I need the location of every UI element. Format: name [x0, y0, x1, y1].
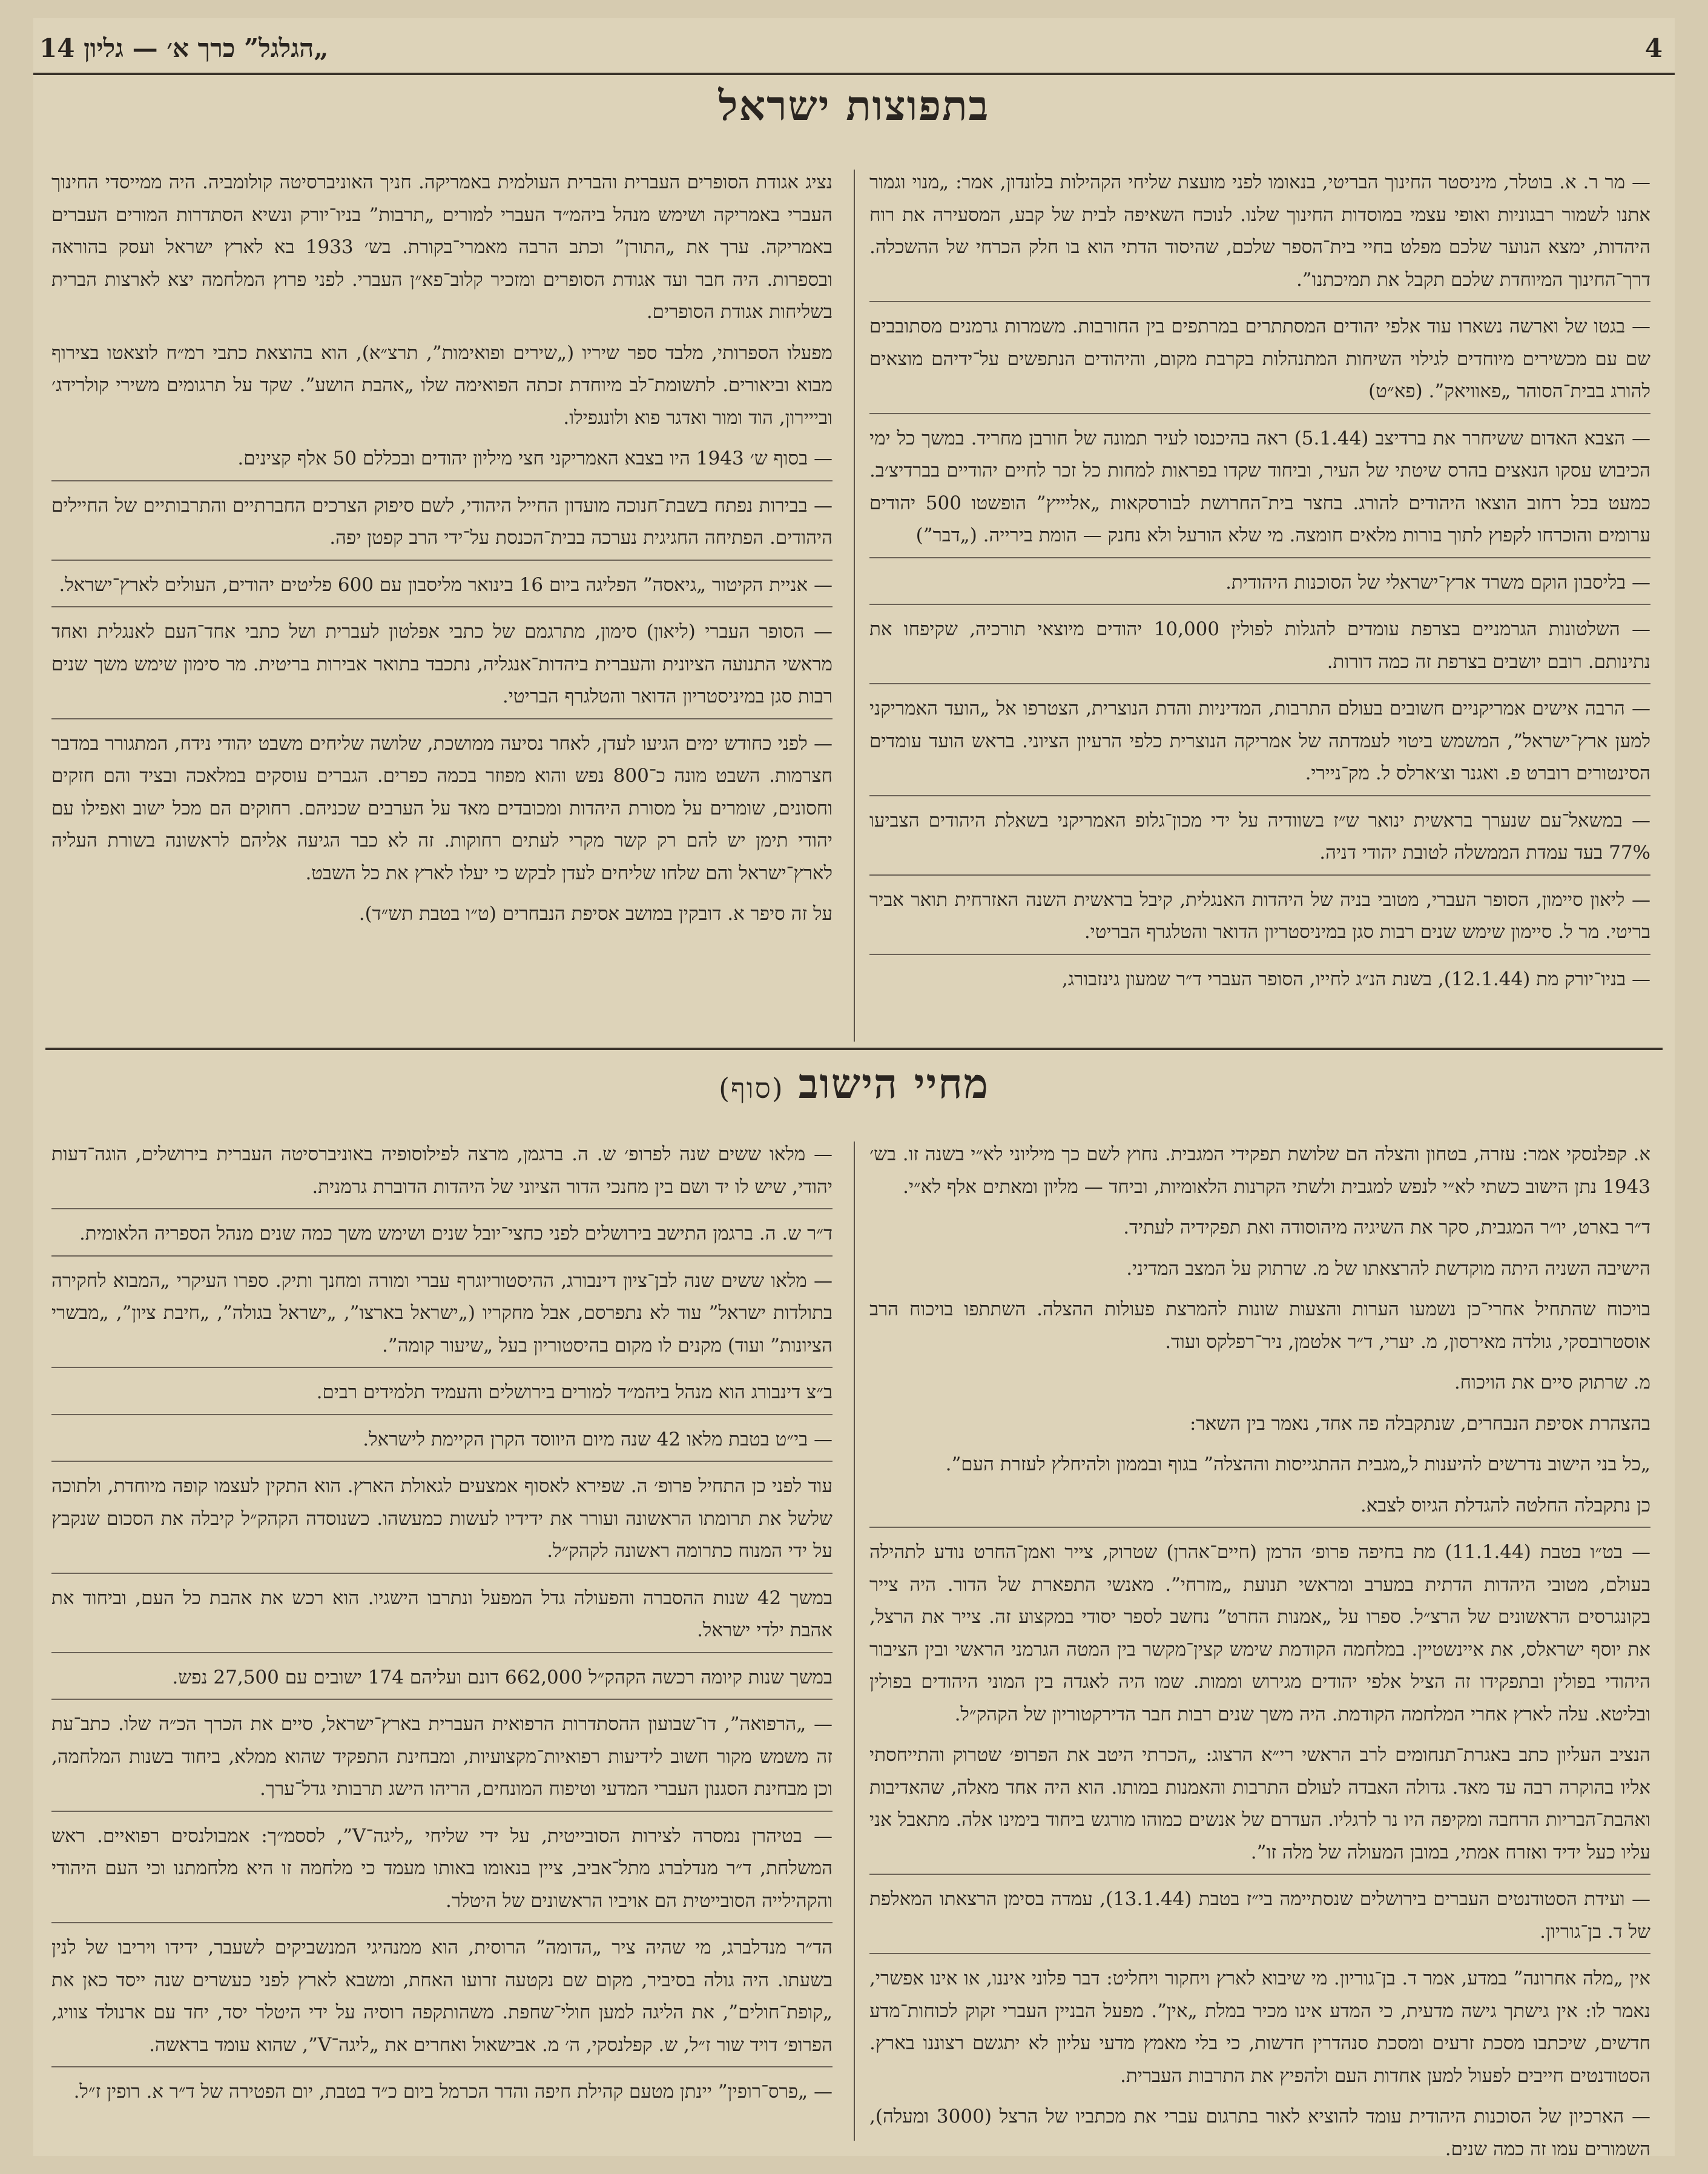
news-item: — בגטו של וארשה נשארו עוד אלפי יהודים המסתתרים במרתפים בין החורבות. משמרות גרמנים מסתובבים שם עם מכשירים מיוחדים לגילוי השיחות המתנהלות בקרבת מקום, והיהודים הנתפשים על־ידיהם מוצאים להורג בבית־הסוהר „פאוויאק”. (פא״ט) — [869, 311, 1650, 414]
news-item: — בניו־יורק מת (12.1.44), בשנת הנ״ג לחייו, הסופר העברי ד״ר שמעון גינזבורג, — [1062, 968, 1650, 990]
news-item: — הסופר העברי (ליאון) סימון, מתרגמם של כתבי אפלטון לעברית ושל כתבי אחד־העם לאנגלית ואחד מראשי התנועה הציונית והעברית ביהדות־אנגליה, נתכבד בתואר אבירות בריטית. מר סימון שימש משך שנים רבות סגן במיניסטריון הדואר והטלגרף הבריטי. — [51, 616, 833, 719]
news-item: על זה סיפר א. דובקין במושב אסיפת הנבחרים (ט״ו בטבת תש״ד). — [358, 903, 833, 925]
yishuv-right-column — [869, 1138, 1650, 2160]
news-item: — הרבה אישים אמריקניים חשובים בעולם התרבות, המדיניות והדת הנוצרית, הצטרפו אל „הועד האמריקני למען ארץ־ישראל”, המשמש ביטוי לעמדתה של אמריקה הנוצרית כלפי הרעיון הציוני. בראש הועד עומדים הסינטורים רוברט פ. ואגנר וצ׳ארלס ל. מק־ניירי. — [869, 693, 1650, 796]
page-number: 4 — [1644, 33, 1663, 63]
news-item: בהצהרת אסיפת הנבחרים, שנתקבלה פה אחד, נאמר בין השאר: — [1190, 1412, 1650, 1435]
yishuv-title: מחיי הישוב — [798, 1060, 989, 1108]
news-item: — מלאו ששים שנה לבן־ציון דינבורג, ההיסטוריוגרף עברי ומורה ומחנך ותיק. ספרו העיקרי „המבוא לחקירה בתולדות ישראל” עוד לא נתפרסם, אבל מחקריו („ישראל בארצו”, „ישראל בגולה”, „חיבת ציון”, „מבשרי הציונות” ועוד) מקנים לו מקום בהיסטוריון בעל „שיעור קומה”. — [51, 1265, 833, 1369]
news-item: כן נתקבלה החלטה להגדלת הגיוס לצבא. — [869, 1490, 1650, 1528]
issue-line: „הגלגל” כרך א׳ — גליון 14 — [39, 33, 329, 63]
news-item: מפעלו הספרותי, מלבד ספר שיריו („שירים ופואימות”, תרצ״א), הוא בהוצאת כתבי רמ״ח לוצאטו בצירוף מבוא וביאורים. לתשומת־לב מיוחדת זכתה הפואימה שלו „אהבת הושע”. שקד על תרגומים משירי קולרידג׳ ובייירון, הוד ומור ואדגר פוא ולונגפילו. — [51, 342, 833, 429]
newspaper-page — [33, 18, 1675, 2160]
yishuv-left-column — [51, 1138, 833, 2144]
news-item: במשך 42 שנות ההסברה והפעולה גדל המפעל ונתרבו הישגיו. הוא רכש את אהבת כל העם, וביחוד את אהבת ילדי ישראל. — [51, 1582, 833, 1653]
news-item: — מר ר. א. בוטלר, מיניסטר החינוך הבריטי, בנאומו לפני מועצת שליחי הקהילות בלונדון, אמר: „מנוי וגמור אתנו לשמור רבגוניות ואופי עצמי במוסדות החינוך שלנו. לנוכח השאיפה לבית של קבע, המסעירה את רוח היהדות, ימצא הנוער שלכם מפלט בחיי בית־הספר שלכם, שהיסוד הדתי הוא בו חלק הכרחי של ההשכלה. דרך־החינוך המיוחדת שלכם תקבל את תמיכתנו”. — [869, 167, 1650, 302]
news-item: — לפני כחודש ימים הגיעו לעדן, לאחר נסיעה ממושכת, שלושה שליחים משבט יהודי נידח, המתגורר במדבר חצרמות. השבט מונה כ־800 נפש והוא מפוזר בכמה כפרים. הגברים עוסקים במלאכה ובציד והם חזקים וחסונים, שומרים על מסורת היהדות ומכובדים מאד על הערבים שכניהם. רחוקים הם מכל ישוב ואפילו עם יהודי תימן יש להם רק קשר מקרי לעתים רחוקות. זה לא כבר הגיעה אליהם לראשונה בשורת העליה לארץ־ישראל והם שלחו שליחים לעדן לבקש כי יעלו לארץ את כל השבט. — [51, 732, 833, 884]
news-item: עוד לפני כן התחיל פרופ׳ ה. שפירא לאסוף אמצעים לגאולת הארץ. הוא התקין לעצמו קופה מיוחדת, ולתוכה שלשל את תרומתו הראשונה ועורר את ידידיו לעשות כמעשהו. כשנוסדה הקהק״ל קיבלה את הסכום שנקבץ על ידי המנוח כתרומה ראשונה לקהק״ל. — [51, 1470, 833, 1574]
news-item: הישיבה השניה היתה מוקדשת להרצאתו של מ. שרתוק על המצב המדיני. — [1126, 1257, 1650, 1280]
news-item: — בליסבון הוקם משרד ארץ־ישראלי של הסוכנות היהודית. — [869, 567, 1650, 606]
diaspora-title: בתפוצות ישראל — [718, 82, 990, 130]
news-item: — בבירות נפתח בשבת־חנוכה מועדון החייל היהודי, לשם סיפוק הצרכים החברתיים והתרבותיים של החיילים היהודים. הפתיחה החגיגית נערכה בבית־הכנסת על־ידי הרב קפטן יפה. — [51, 490, 833, 561]
news-item: א. קפלנסקי אמר: עזרה, בטחון והצלה הם שלושת תפקידי המגבית. נחוץ לשם כך מיליוני לא״י בשנה זו. בש׳ 1943 נתן הישוב כשתי לא״י לנפש למגבית ולשתי הקרנות הלאומיות, וביחד — מליון ומאתים אלף לא״י. — [869, 1143, 1650, 1198]
diaspora-left-column — [51, 167, 833, 1042]
news-item: „כל בני הישוב נדרשים להיענות ל„מגבית ההתגייסות וההצלה” בגוף ובממון ולהיחלץ לעזרת העם”. — [945, 1453, 1650, 1475]
news-item: — ליאון סיימון, הסופר העברי, מטובי בניה של היהדות האנגלית, קיבל בראשית השנה האזרחית תואר אביר בריטי. מר ל. סיימון שימש שנים רבות סגן במיניסטריון הדואר והטלגרף הבריטי. — [869, 884, 1650, 955]
column-divider — [854, 170, 855, 1042]
news-item: ד״ר ש. ה. ברגמן התישב בירושלים לפני כחצי־יובל שנים ושימש משך כמה שנים מנהל הספריה הלאומית. — [51, 1218, 833, 1257]
news-item: מ. שרתוק סיים את הויכוח. — [1454, 1372, 1650, 1393]
news-item: אין „מלה אחרונה” במדע, אמר ד. בן־גוריון. מי שיבוא לארץ ויחקור ויחליט: דבר פלוני איננו, או אינו אפשרי, נאמר לו: אין גישתך גישה מדעית, כי המדע אינו מכיר במלת „אין”. מפעל הבניין העברי זקוק לכוחות־מדע חדשים, שיכתבו מסכת זרעים ומסכת סנהדרין חדשות, כי בלי מאמץ מדעי עליון לא יתגשם רצוננו בארץ. הסטודנטים חייבים לפעול למען אחדות העם ולהפיץ את התרבות העברית. — [869, 1968, 1650, 2087]
section-title-diaspora — [33, 82, 1675, 130]
news-item: ד״ר בארט, יו״ר המגבית, סקר את השיגיה מיהוסודה ואת תפקידיה לעתיד. — [1123, 1217, 1650, 1238]
news-item: — הצבא האדום ששיחרר את ברדיצב (5.1.44) ראה בהיכנסו לעיר תמונה של חורבן מחריד. במשך כל ימי הכיבוש עסקו הנאצים בהרס שיטתי של העיר, וביחוד שקדו בפראות למחות כל זכר לחיים יהודיים בברדיצ׳ב. כמעט בכל רחוב הוצאו היהודים להורג. בחצר בית־החרושת לבורסקאות „אליייץ” הופשטו 500 יהודים ערומים והוכרחו לקפוץ לתוך בורות מלאים חומצה. מי שלא הורעל ולא נחנק — הומת בירייה. („דבר”) — [869, 423, 1650, 558]
masthead — [33, 24, 1675, 75]
news-item: — בסוף ש׳ 1943 היו בצבא האמריקני חצי מיליון יהודים ובכללם 50 אלף קצינים. — [51, 443, 833, 481]
news-item: — בטיהרן נמסרה לצירות הסובייטית, על ידי שליחי „ליגה־V”, לססמ״ך: אמבולנסים רפואיים. ראש המשלחת, ד״ר מנדלברג מתל־אביב, ציין בנאומו באותו מעמד כי מלחמה זו היא מלחמתנו וכי העם היהודי והקהילייה הסובייטית הם אויביו הראשונים של היטלר. — [51, 1820, 833, 1924]
section-divider — [45, 1048, 1663, 1050]
column-divider — [854, 1142, 855, 2141]
news-item: — בי״ט בטבת מלאו 42 שנה מיום היווסד הקרן הקיימת לישראל. — [51, 1424, 833, 1462]
news-item: — מלאו ששים שנה לפרופ׳ ש. ה. ברגמן, מרצה לפילוסופיה באוניברסיטה העברית בירושלים, הוגה־דעות יהודי, שיש לו יד ושם בין מחנכי הדור הציוני של היהדות הדוברת גרמנית. — [51, 1138, 833, 1209]
news-item: הנציב העליון כתב באגרת־תנחומים לרב הראשי רי״א הרצוג: „הכרתי היטב את הפרופ׳ שטרוק והתייחסתי אליו בהוקרה רבה עד מאד. גדולה האבדה לעולם התרבות והאמנות במותו. הוא היה אחד מאלה, שהאדיבות ואהבת־הבריות הרחבה ומקיפה היו נר לרגליו. העדרם של אנשים כמוהו מורגש ביחוד בימינו אלה. מתאבל אני עליו כעל ידיד ואזרח אמתי, במובן המעולה של מלה זו”. — [869, 1739, 1650, 1875]
news-item: — בט״ו בטבת (11.1.44) מת בחיפה פרופ׳ הרמן (חיים־אהרן) שטרוק, צייר ואמן־החרט נודע לתהילה בעולם, מטובי היהדות הדתית במערב ומראשי תנועת „מזרחי”. מאנשי התפארת של הדור. היה צייר בקונגרסים הראשונים של הרצ״ל. ספרו על „אמנות החרט” נחשב לספר יסודי במקצוע זה. צייר את הרצל, את יוסף ישראלס, את איינשטיין. במלחמה הקודמת שימש קצין־מקשר בין המטה הגרמני הראשי ובין הציבור היהודי בפולין ובתפקידו זה הציל אלפי יהודים מגירוש וממות. שמו היה לאגדה בין המוני היהודים בפולין ובליטא. עלה לארץ אחרי המלחמה הקודמת. היה משך שנים רבות חבר הדירקטוריון של הקהק״ל. — [869, 1541, 1650, 1725]
section-title-yishuv — [33, 1060, 1675, 1108]
diaspora-right-column — [869, 167, 1650, 1042]
news-item: — „הרפואה”, דו־שבועון ההסתדרות הרפואית העברית בארץ־ישראל, סיים את הכרך הכ״ה שלו. כתב־עת זה משמש מקור חשוב לידיעות רפואיות־מקצועיות, ומבחינת התפקיד שהוא ממלא, ביחוד בשנות המלחמה, וכן מבחינת הסגנון העברי המדעי וטיפוח המונחים, הריהו הישג תרבותי גדל־ערך. — [51, 1708, 833, 1812]
news-item: נציג אגודת הסופרים העברית והברית העולמית באמריקה. חניך האוניברסיטה קולומביה. היה ממייסדי החינוך העברי באמריקה ושימש מנהל ביהמ״ד העברי למורים „תרבות” בניו־יורק ונשיא הסתדרות המורים העברים באמריקה. ערך את „התורן” וכתב הרבה מאמרי־בקורת. בש׳ 1933 בא לארץ ישראל ועסק בהוראה ובספרות. היה חבר ועד אגודת הסופרים ומזכיר קלוב־פא״ן העברי. לפני פרוץ המלחמה יצא לארצות הברית בשליחות אגודת הסופרים. — [51, 171, 833, 323]
news-item: בויכוח שהתחיל אחרי־כן נשמעו הערות והצעות שונות להמרצת פעולות ההצלה. השתתפו בויכוח הרב אוסטרובסקי, גולדה מאירסון, מ. יערי, ד״ר אלטמן, ניר־רפלקס ועוד. — [869, 1298, 1650, 1353]
news-item: — „פרס־רופין” יינתן מטעם קהילת חיפה והדר הכרמל ביום כ״ד בטבת, יום הפטירה של ד״ר א. רופין ז״ל. — [73, 2081, 833, 2103]
news-item: ב״צ דינבורג הוא מנהל ביהמ״ד למורים בירושלים והעמיד תלמידים רבים. — [51, 1376, 833, 1415]
news-item: — אניית הקיטור „גיאסה” הפליגה ביום 16 בינואר מליסבון עם 600 פליטים יהודים, העולים לארץ־ישראל. — [51, 569, 833, 608]
news-item: במשך שנות קיומה רכשה הקהק״ל 662,000 דונם ועליהם 174 ישובים עם 27,500 נפש. — [51, 1662, 833, 1700]
news-item: — הארכיון של הסוכנות היהודית עומד להוציא לאור בתרגום עברי את מכתביו של הרצל (3000 ומעלה), השמורים עמו זה כמה שנים. — [869, 2106, 1650, 2160]
yishuv-subtitle: (סוף) — [719, 1072, 784, 1105]
news-item: הד״ר מנדלברג, מי שהיה ציר „הדומה” הרוסית, הוא ממנהיגי המנשביקים לשעבר, ידידו ויריבו של לנין בשעתו. היה גולה בסיביר, מקום שם נקטעה זרועו האחת, ומשבא לארץ לפני כעשרים שנה ייסד כאן את „קופת־חולים”, את הליגה למען חולי־שחפת. משהותקפה רוסיה על ידי היטלר יסד, יחד עם ארנולד צוויג, הפרופ׳ דויד שור ז״ל, ש. קפלנסקי, ה׳ מ. אבישאול ואחרים את „ליגה־V”, שהוא עומד בראשה. — [51, 1932, 833, 2067]
news-item: — השלטונות הגרמניים בצרפת עומדים להגלות לפולין 10,000 יהודים מיוצאי תורכיה, שקיפחו את נתינותם. רובם יושבים בצרפת זה כמה דורות. — [869, 613, 1650, 684]
news-item: — במשאל־עם שנערך בראשית ינואר ש״ז בשוודיה על ידי מכון־גלופ האמריקני בשאלת היהודים הצביעו 77% בעד עמדת הממשלה לטובת יהודי דניה. — [869, 805, 1650, 876]
news-item: — ועידת הסטודנטים העברים בירושלים שנסתיימה בי״ז בטבת (13.1.44), עמדה בסימן הרצאתו המאלפת של ד. בן־גוריון. — [869, 1883, 1650, 1954]
